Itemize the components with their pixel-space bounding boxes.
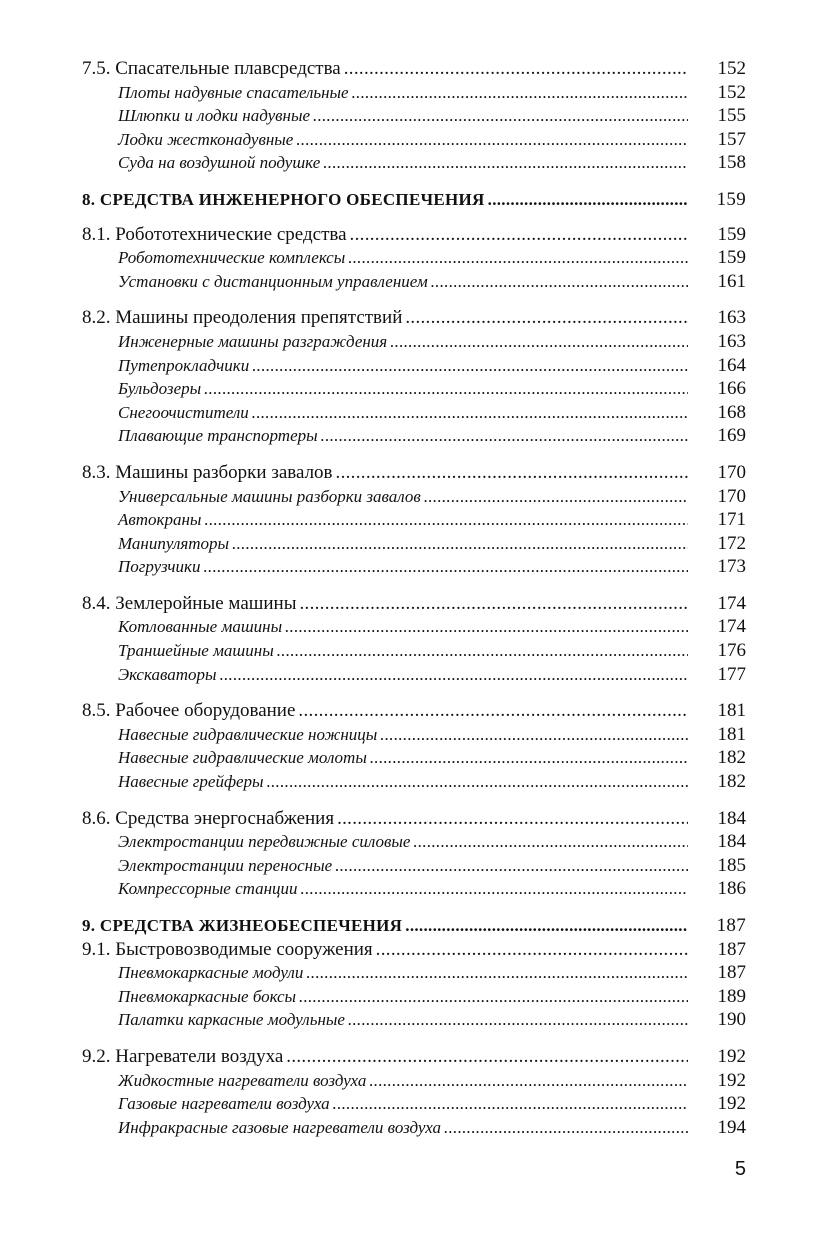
toc-subsection-entry: Лодки жестконадувные ..... 157 <box>82 129 746 153</box>
toc-subsection-entry: Навесные гидравлические ножницы ..... 181 <box>82 724 746 748</box>
toc-subsection-entry: Путепрокладчики ..... 164 <box>82 355 746 379</box>
toc-subsection-entry: Экскаваторы ..... 177 <box>82 664 746 688</box>
toc-section-entry: 8.2. Машины преодоления препятствий ..... 163 <box>82 307 746 331</box>
toc-subsection-entry: Навесные грейферы ..... 182 <box>82 771 746 795</box>
toc-subsection-entry: Палатки каркасные модульные ..... 190 <box>82 1009 746 1033</box>
toc-subsection-entry: Пневмокаркасные боксы ..... 189 <box>82 986 746 1010</box>
toc-subsection-entry: Манипуляторы ..... 172 <box>82 533 746 557</box>
toc-subsection-entry: Суда на воздушной подушке ..... 158 <box>82 152 746 176</box>
toc-subsection-entry: Траншейные машины ..... 176 <box>82 640 746 664</box>
toc-subsection-entry: Погрузчики ..... 173 <box>82 556 746 580</box>
toc-subsection-entry: Плавающие транспортеры ..... 169 <box>82 425 746 449</box>
toc-subsection-entry: Робототехнические комплексы ..... 159 <box>82 247 746 271</box>
toc-subsection-entry: Котлованные машины ..... 174 <box>82 616 746 640</box>
toc-subsection-entry: Снегоочистители ..... 168 <box>82 402 746 426</box>
toc-subsection-entry: Автокраны ..... 171 <box>82 509 746 533</box>
toc-section-entry: 7.5. Спасательные плавсредства ..... 152 <box>82 58 746 82</box>
toc-subsection-entry: Жидкостные нагреватели воздуха ..... 192 <box>82 1070 746 1094</box>
toc-subsection-entry: Навесные гидравлические молоты ..... 182 <box>82 747 746 771</box>
toc-subsection-entry: Универсальные машины разборки завалов ..... 170 <box>82 486 746 510</box>
table-of-contents <box>82 58 746 1140</box>
toc-subsection-entry: Газовые нагреватели воздуха ..... 192 <box>82 1093 746 1117</box>
toc-subsection-entry: Инженерные машины разграждения ..... 163 <box>82 331 746 355</box>
toc-section-entry: 8.6. Средства энергоснабжения ..... 184 <box>82 808 746 832</box>
toc-section-entry: 9.1. Быстровозводимые сооружения ..... 187 <box>82 939 746 963</box>
toc-chapter-entry: 9. СРЕДСТВА ЖИЗНЕОБЕСПЕЧЕНИЯ ..... 187 <box>82 915 746 939</box>
toc-subsection-entry: Электростанции передвижные силовые ..... 184 <box>82 831 746 855</box>
toc-subsection-entry: Плоты надувные спасательные ..... 152 <box>82 82 746 106</box>
toc-subsection-entry: Шлюпки и лодки надувные ..... 155 <box>82 105 746 129</box>
toc-subsection-entry: Электростанции переносные ..... 185 <box>82 855 746 879</box>
toc-subsection-entry: Инфракрасные газовые нагреватели воздуха ..... 194 <box>82 1117 746 1141</box>
toc-section-entry: 8.1. Робототехнические средства ..... 159 <box>82 224 746 248</box>
toc-section-entry: 8.4. Землеройные машины ..... 174 <box>82 593 746 617</box>
toc-chapter-entry: 8. СРЕДСТВА ИНЖЕНЕРНОГО ОБЕСПЕЧЕНИЯ ..... 159 <box>82 189 746 213</box>
toc-section-entry: 9.2. Нагреватели воздуха ..... 192 <box>82 1046 746 1070</box>
page-number: 5 <box>734 1158 746 1180</box>
toc-subsection-entry: Пневмокаркасные модули ..... 187 <box>82 962 746 986</box>
toc-subsection-entry: Установки с дистанционным управлением ..... 161 <box>82 271 746 295</box>
toc-subsection-entry: Бульдозеры ..... 166 <box>82 378 746 402</box>
toc-section-entry: 8.5. Рабочее оборудование ..... 181 <box>82 700 746 724</box>
toc-section-entry: 8.3. Машины разборки завалов ..... 170 <box>82 462 746 486</box>
toc-subsection-entry: Компрессорные станции ..... 186 <box>82 878 746 902</box>
